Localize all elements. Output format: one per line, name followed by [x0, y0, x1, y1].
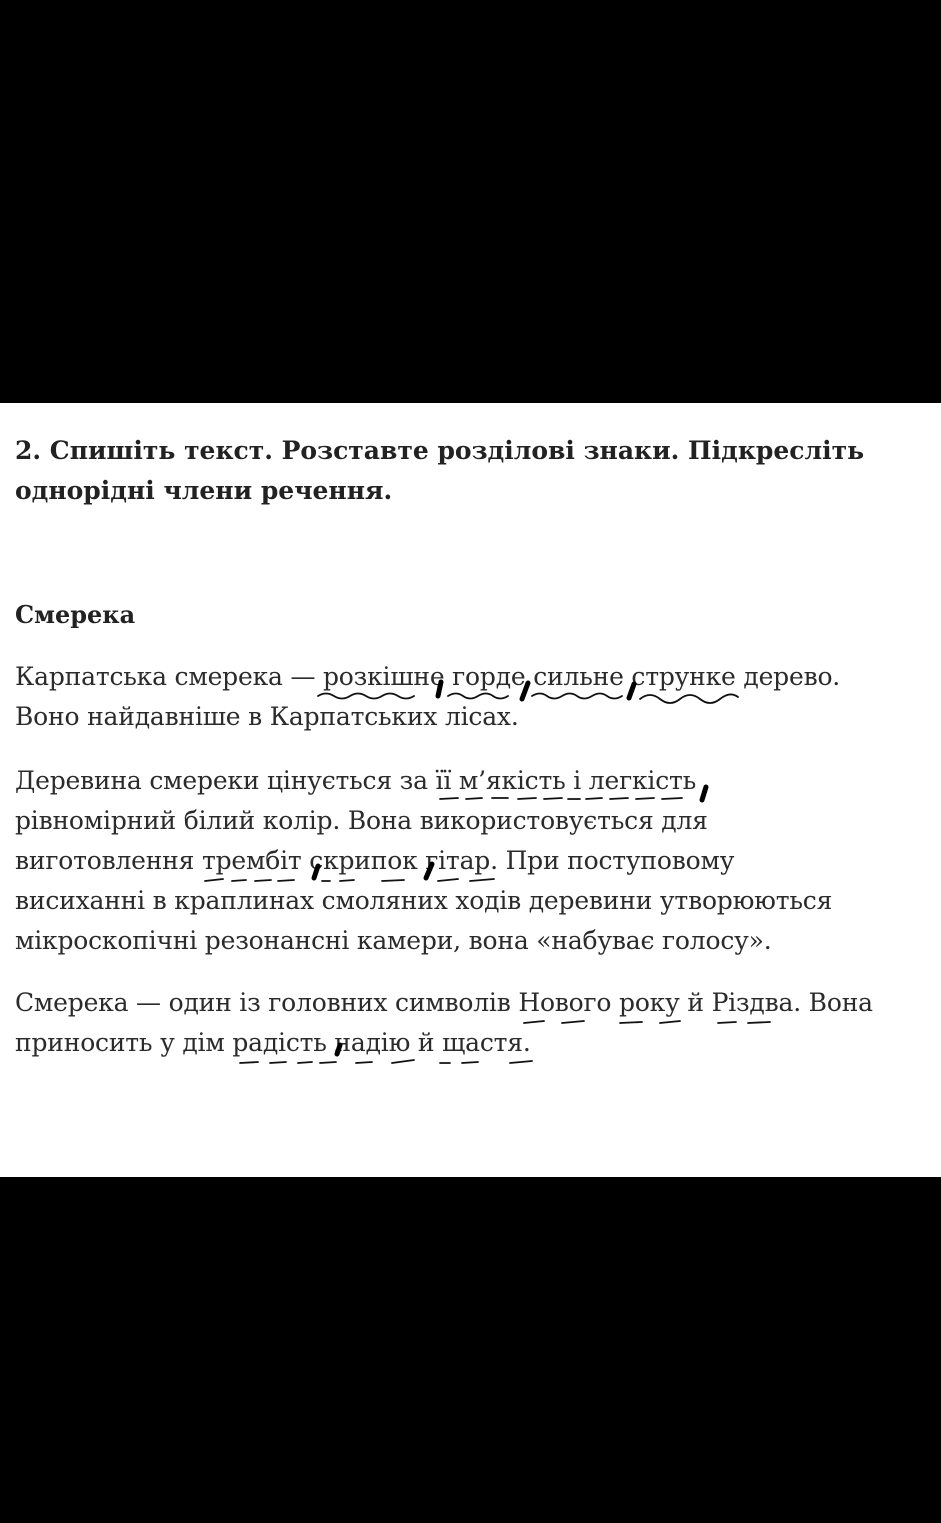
task-line-2: однорідні члени речення.: [15, 476, 393, 505]
paragraph-2-line-5: мікроскопічні резонансні камери, вона «набуває голосу».: [15, 926, 772, 955]
task-line-1: 2. Спишіть текст. Розставте розділові знаки. Підкресліть: [15, 436, 865, 465]
paragraph-1-line-2: Воно найдавніше в Карпатських лісах.: [15, 702, 519, 731]
paragraph-2-line-1: Деревина смереки цінується за її м’якість і легкість: [15, 766, 697, 795]
worksheet-page: [0, 403, 941, 1177]
paragraph-1: [15, 657, 840, 737]
paragraph-2-line-2: рівномірний білий колір. Вона використовується для: [15, 806, 708, 835]
paragraph-2-line-3: виготовлення трембіт скрипок гітар. При поступовому: [15, 846, 735, 875]
paragraph-2-line-4: висиханні в краплинах смоляних ходів деревини утворюються: [15, 886, 833, 915]
text-title: Смерека: [15, 600, 136, 629]
paragraph-3: [15, 983, 873, 1063]
paragraph-3-line-2: приносить у дім радість надію й щастя.: [15, 1028, 531, 1057]
task-instruction: [15, 431, 864, 511]
paragraph-1-line-1: Карпатська смерека — розкішне горде сильне струнке дерево.: [15, 662, 841, 691]
paragraph-2: [15, 761, 832, 961]
paragraph-3-line-1: Смерека — один із головних символів Нового року й Різдва. Вона: [15, 988, 873, 1017]
